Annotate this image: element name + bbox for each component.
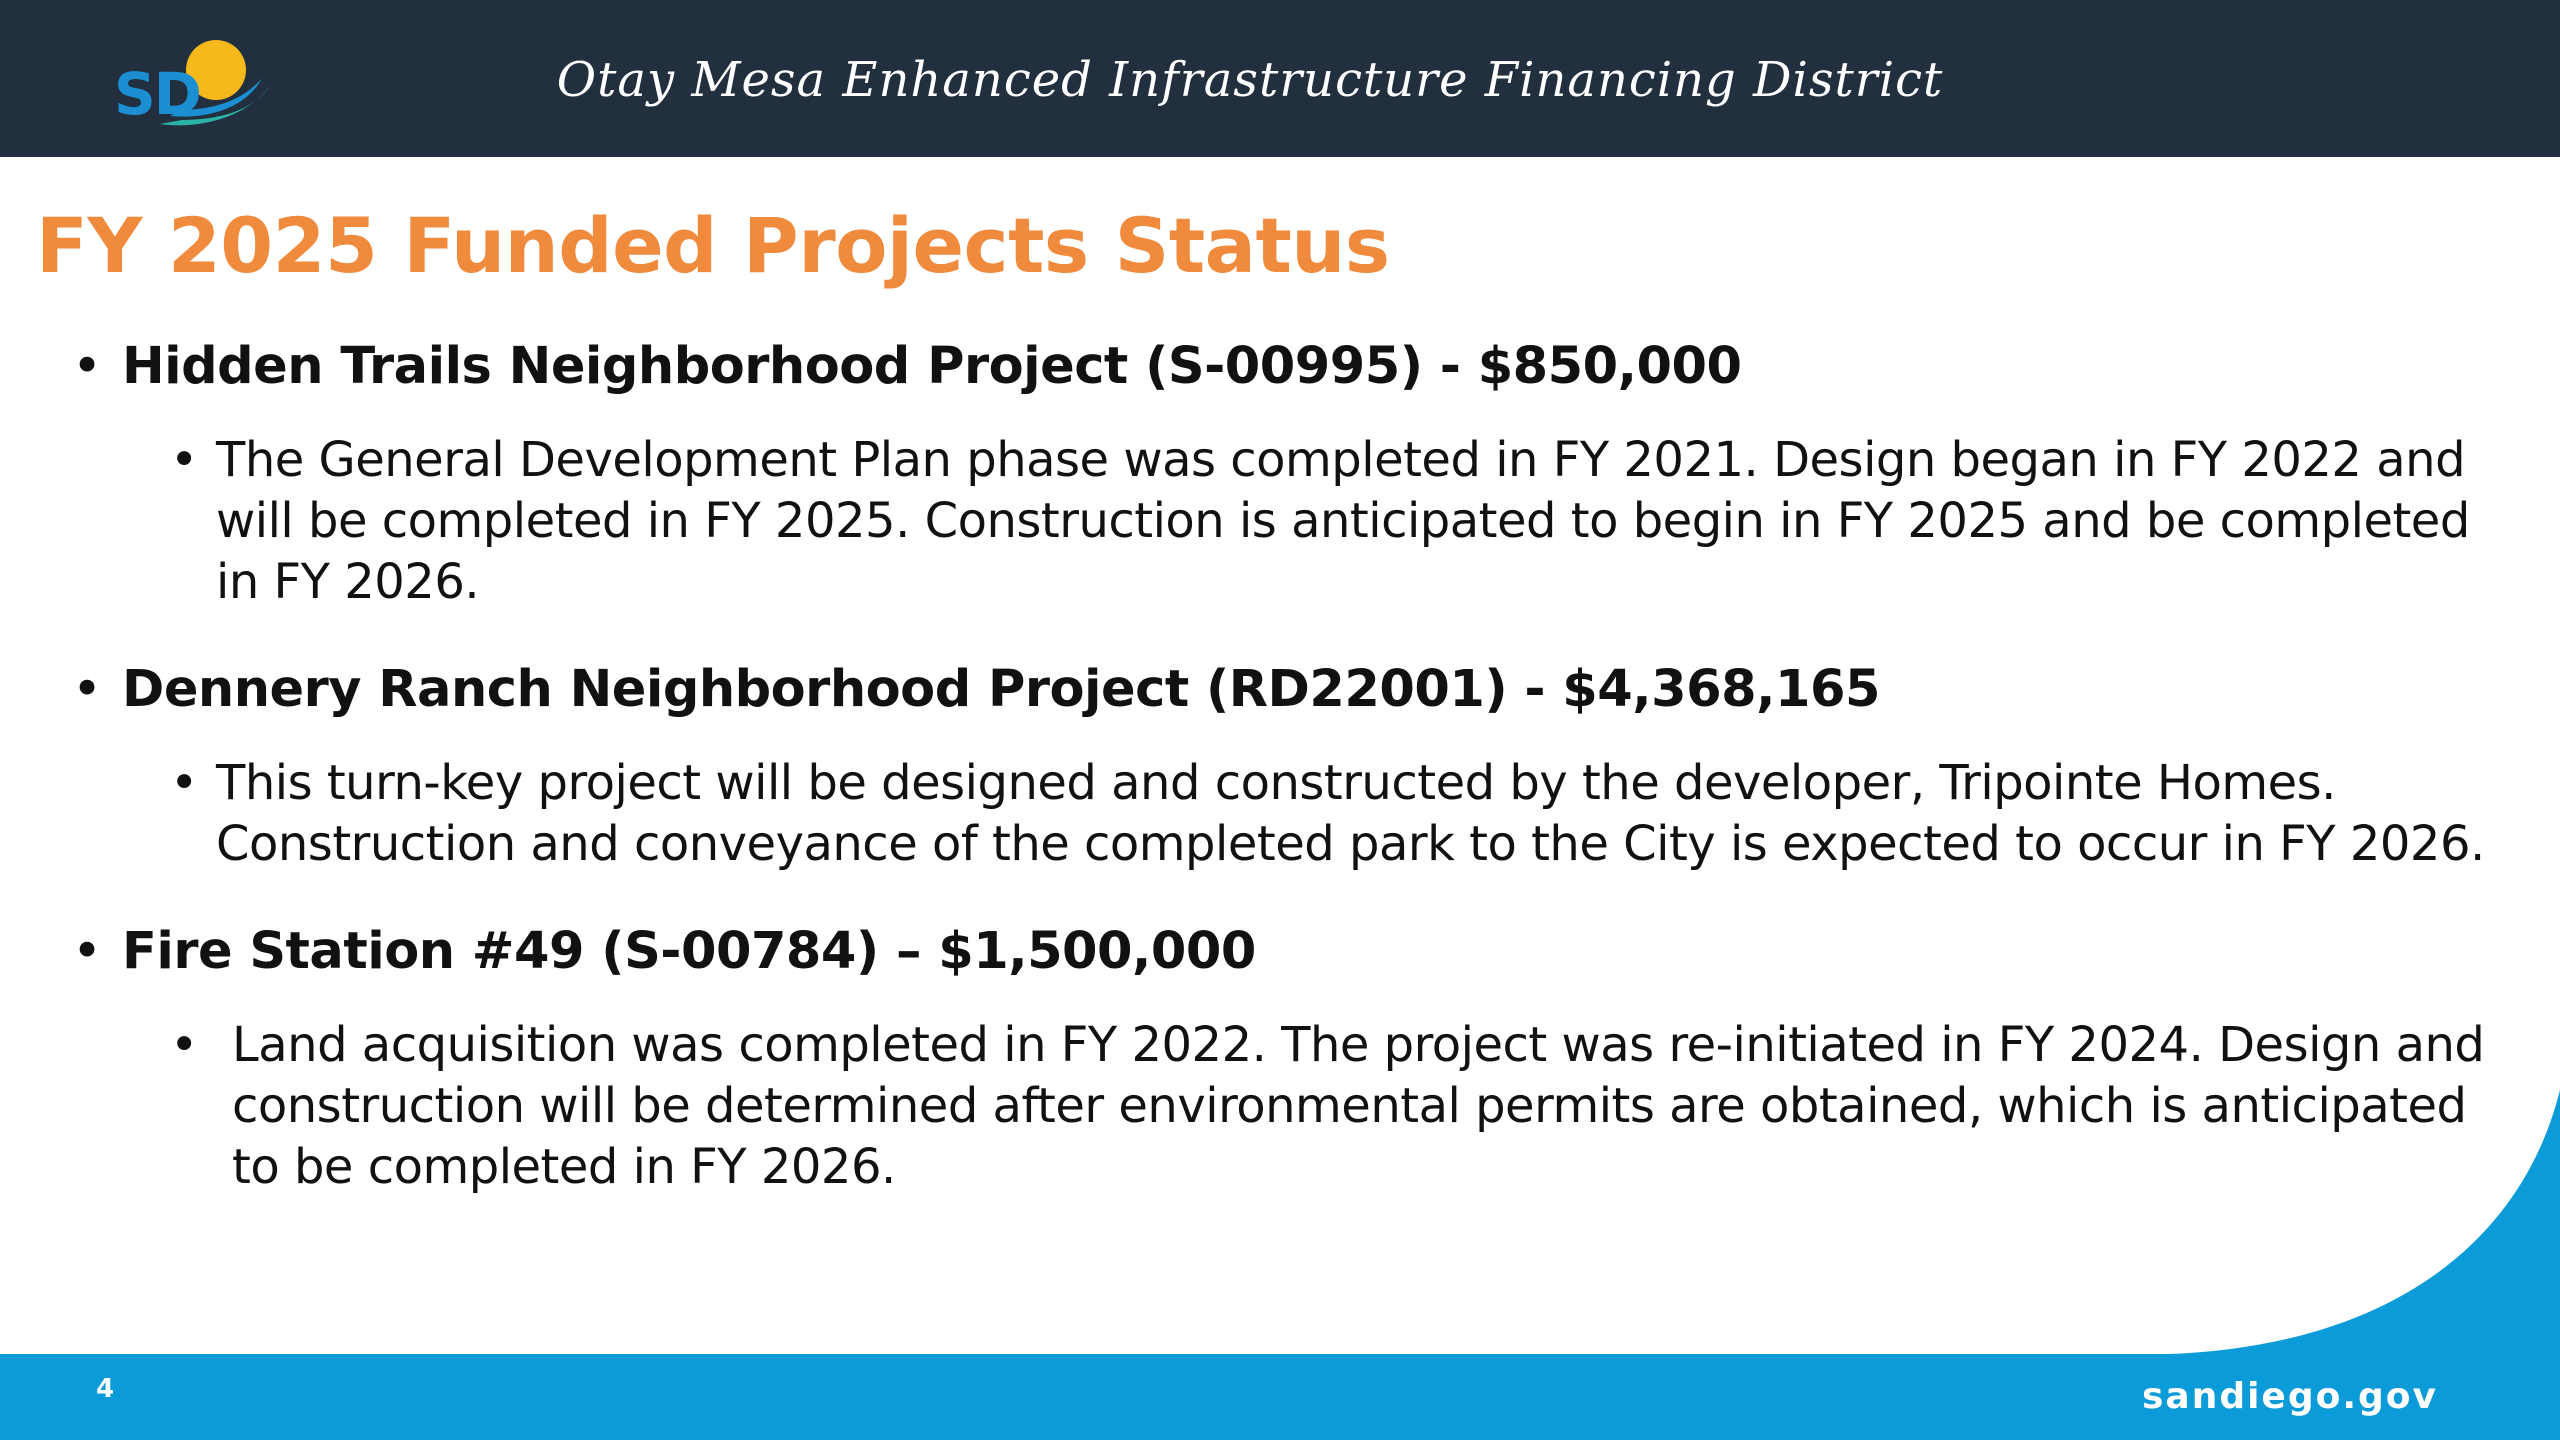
bullet-icon: • [72, 337, 102, 396]
sub-bullet-icon: • [170, 432, 198, 488]
page-title: FY 2025 Funded Projects Status [36, 201, 1390, 290]
project-detail-text: This turn-key project will be designed and constructed by the developer, Tripointe Homes. Construction and conveyance of the completed park to the City is expected to occur in FY 2026. [216, 755, 2485, 872]
project-item [70, 653, 2510, 875]
bullet-icon: • [72, 660, 102, 719]
project-detail [170, 1015, 2510, 1198]
project-heading [70, 653, 2510, 727]
project-list [70, 330, 2510, 1238]
project-heading [70, 915, 2510, 989]
logo-text: SD [114, 60, 200, 128]
project-heading-text: Dennery Ranch Neighborhood Project (RD22001) - $4,368,165 [122, 660, 1880, 719]
sub-bullet-icon: • [170, 755, 198, 811]
project-item [70, 330, 2510, 613]
bullet-icon: • [72, 922, 102, 981]
header-title: Otay Mesa Enhanced Infrastructure Financing District [556, 52, 1944, 108]
project-detail-text: The General Development Plan phase was completed in FY 2021. Design began in FY 2022 and will be completed in FY 2025. Construction is anticipated to begin in FY 2025 and be completed in FY 2026. [216, 432, 2470, 610]
project-detail [170, 753, 2510, 875]
project-heading [70, 330, 2510, 404]
project-item [70, 915, 2510, 1198]
project-detail [170, 430, 2510, 613]
page-number: 4 [96, 1374, 115, 1404]
footer-url: sandiego.gov [2141, 1376, 2438, 1417]
project-detail-text: Land acquisition was completed in FY 2022. The project was re-initiated in FY 2024. Design and construction will be determined after environmental permits are obtained, which is anticipated to be completed in FY 2026. [232, 1017, 2485, 1195]
project-heading-text: Hidden Trails Neighborhood Project (S-00995) - $850,000 [122, 337, 1742, 396]
sub-bullet-icon: • [170, 1017, 198, 1073]
project-heading-text: Fire Station #49 (S-00784) – $1,500,000 [122, 922, 1256, 981]
header-bar [0, 0, 2560, 157]
